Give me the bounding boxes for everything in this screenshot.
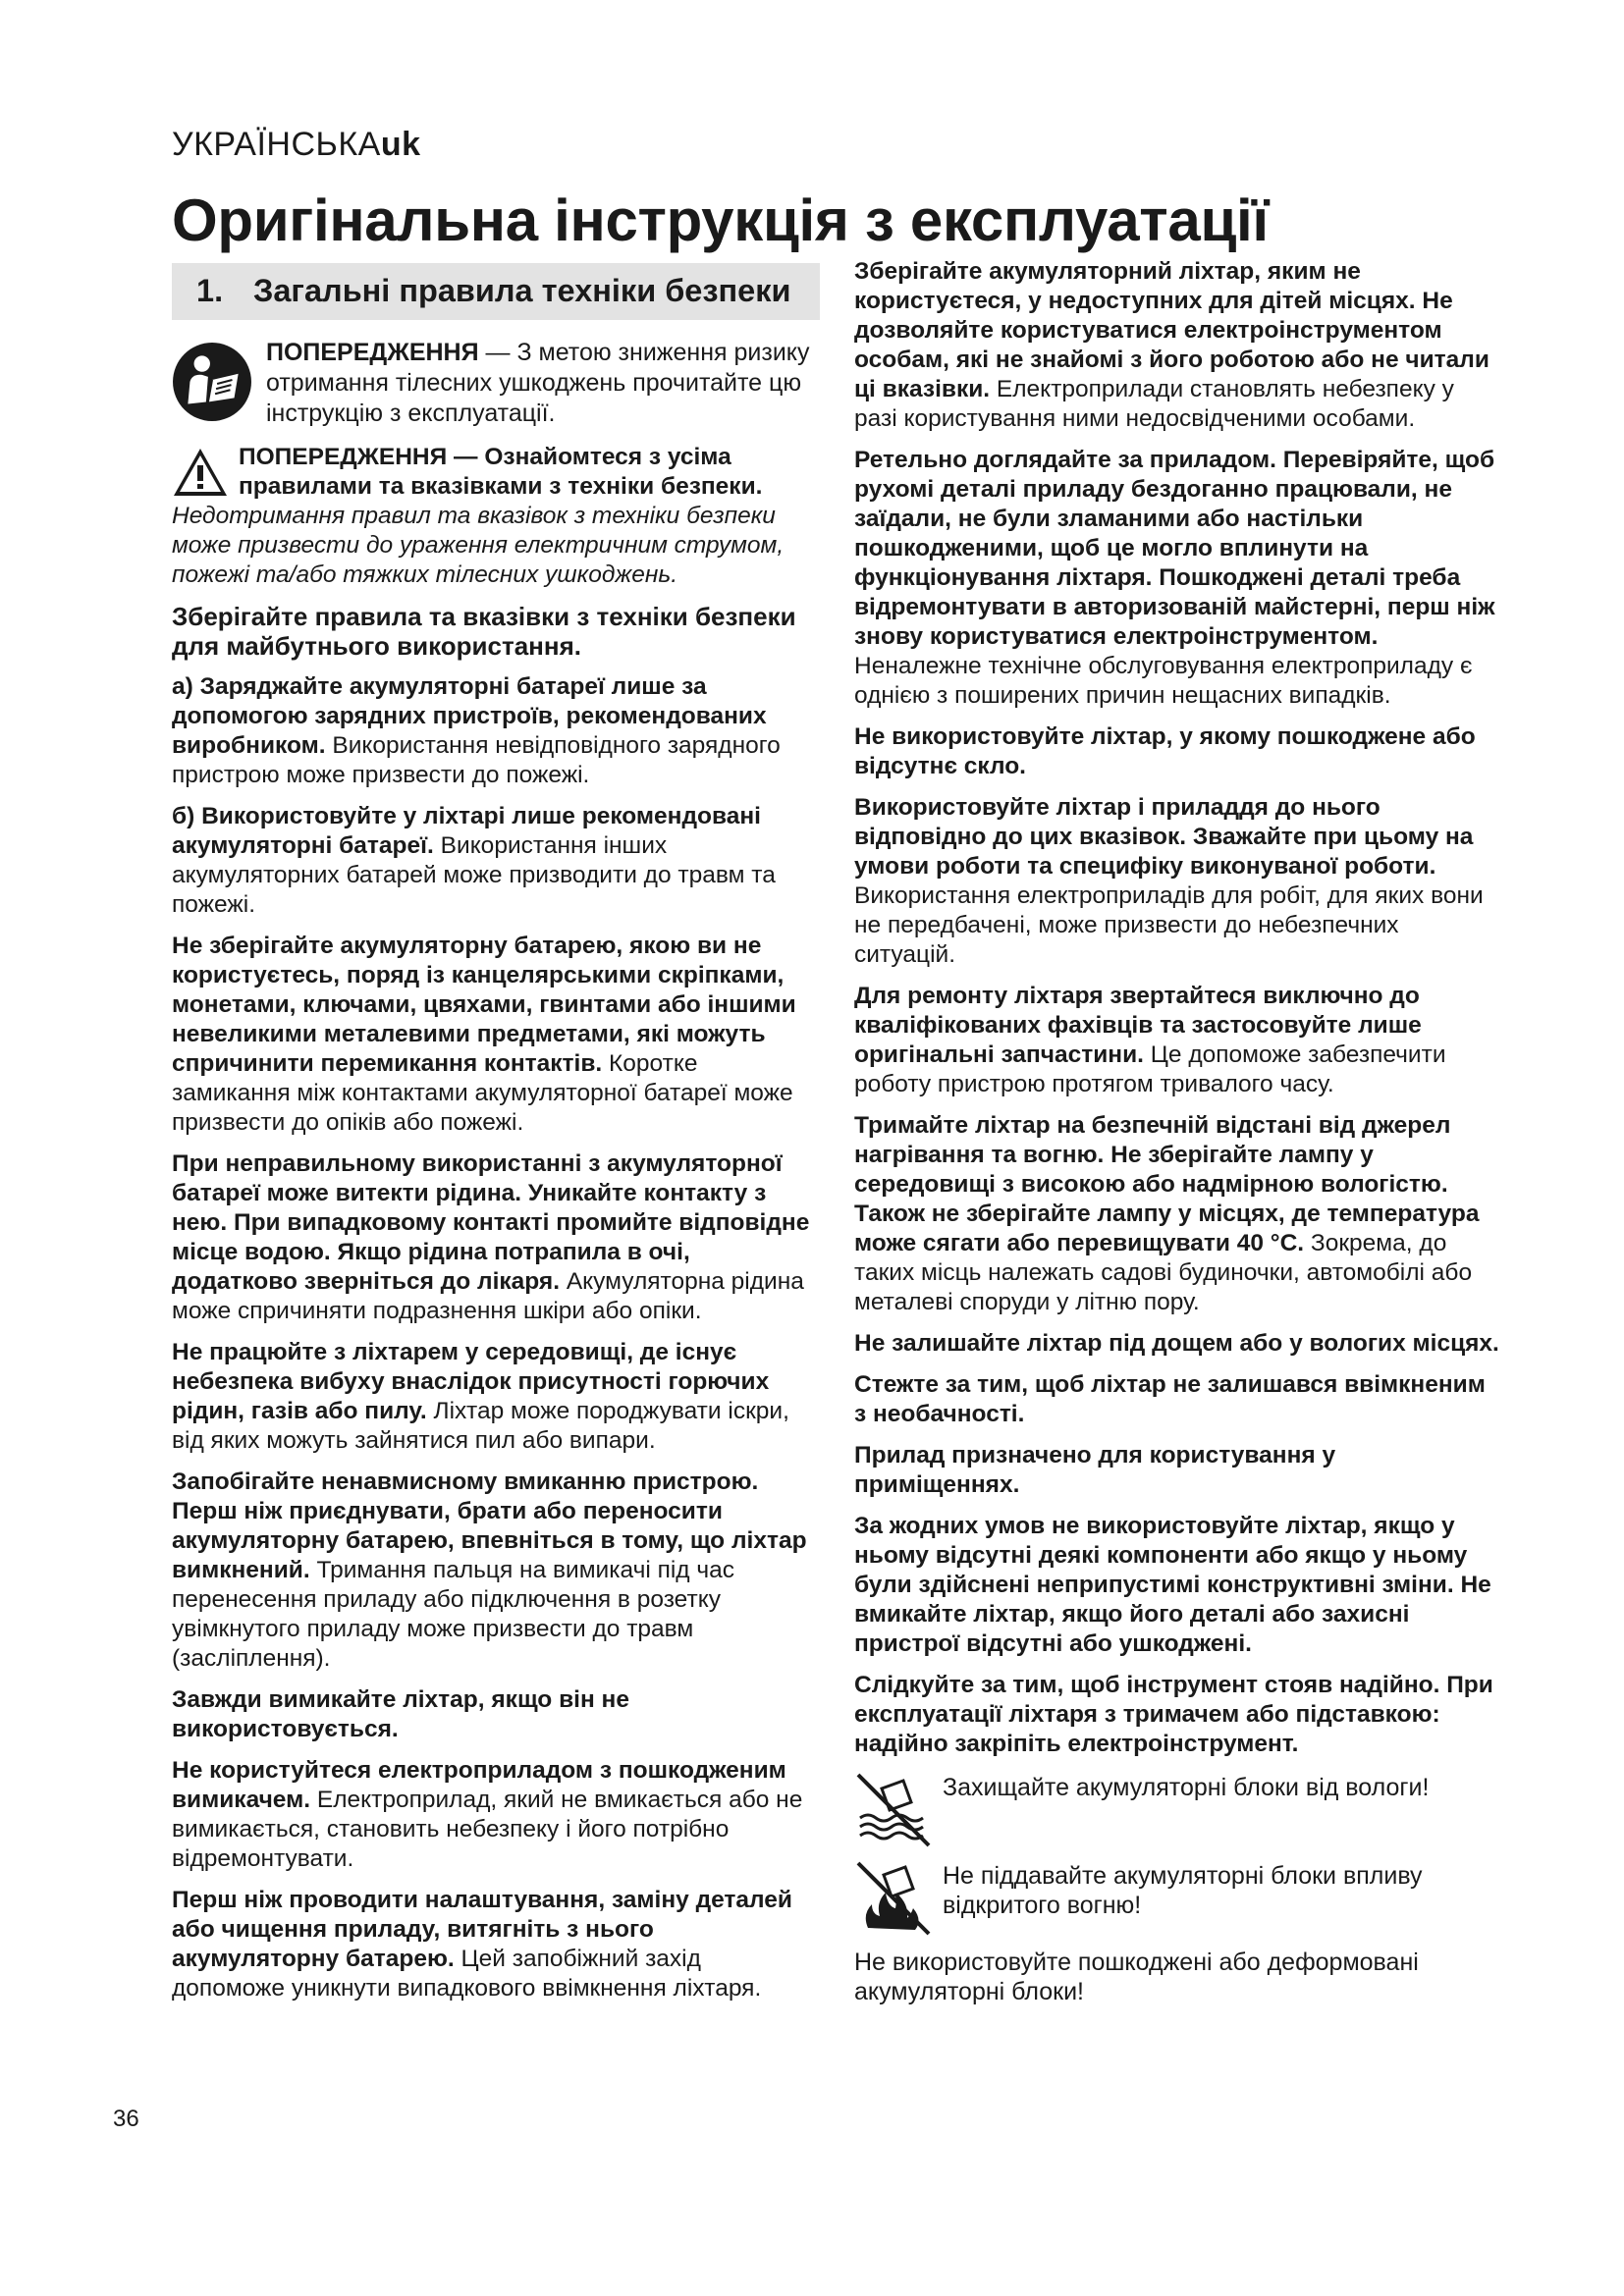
safety-text: Ліхтар може породжувати іскри, від яких можуть зайнятися пил або випари. bbox=[172, 1398, 789, 1454]
safety-text: Використання невідповідного зарядного пристрою може призвести до пожежі. bbox=[172, 732, 781, 788]
safety-text: Електроприлади становлять небезпеку у разі користування ними недосвідченими особами. bbox=[854, 376, 1454, 432]
safety-paragraph bbox=[854, 257, 1502, 434]
language-code: uk bbox=[380, 126, 421, 163]
safety-bold: При неправильному використанні з акумуляторної батареї може витекти рідина. Уникайте контакту з нею. При випадковому контакті промийте відповідне місце водою. Якщо рідина потрапила в очі, додатково зверніться до лікаря. bbox=[172, 1150, 810, 1295]
safety-bold: Завжди вимикайте ліхтар, якщо він не використовується. bbox=[172, 1686, 629, 1742]
safety-text: Коротке замикання між контактами акумуляторної батареї може призвести до опіків або пожежі. bbox=[172, 1050, 793, 1136]
safety-bold: Для ремонту ліхтаря звертайтеся виключно до кваліфікованих фахівців та застосовуйте лише оригінальні запчастини. bbox=[854, 983, 1422, 1068]
safety-text: Акумуляторна рідина може спричиняти подразнення шкіри або опіки. bbox=[172, 1268, 804, 1324]
safety-bold: а) Заряджайте акумуляторні батареї лише за допомогою зарядних пристроїв, рекомендованих виробником. bbox=[172, 673, 767, 759]
warning-read-manual-body: — З метою зниження ризику отримання тілесних ушкоджень прочитайте цю інструкцію з експлуатації. bbox=[266, 339, 810, 427]
safety-bold: Не зберігайте акумуляторну батарею, якою ви не користуєтесь, поряд із канцелярськими скріпками, монетами, ключами, цвяхами, гвинтами або іншими невеликими металевими предметами, які можуть спричинити перемикання контактів. bbox=[172, 933, 796, 1077]
safety-paragraph bbox=[854, 722, 1502, 781]
safety-text: Цей запобіжний захід допоможе уникнути випадкового ввімкнення ліхтаря. bbox=[172, 1946, 762, 2002]
safety-paragraph bbox=[854, 1370, 1502, 1429]
safety-paragraph bbox=[854, 1329, 1502, 1359]
warning-triangle-icon bbox=[172, 447, 229, 498]
safety-paragraph bbox=[172, 672, 820, 790]
final-note: Не використовуйте пошкоджені або деформовані акумуляторні блоки! bbox=[854, 1949, 1419, 2005]
safety-paragraph bbox=[172, 932, 820, 1138]
section-heading bbox=[172, 263, 820, 320]
safety-text: Зокрема, до таких місць належать садові будиночки, автомобілі або металеві споруди у літню пору. bbox=[854, 1230, 1473, 1315]
safety-bold: Не залишайте ліхтар під дощем або у вологих місцях. bbox=[854, 1330, 1499, 1357]
safety-text: Тримання пальця на вимикачі під час перенесення приладу або підключення в розетку увімкнутого приладу може призвести до травм (засліплення). bbox=[172, 1557, 735, 1672]
no-fire-icon bbox=[854, 1859, 933, 1938]
left-column bbox=[172, 263, 820, 2015]
read-manual-icon bbox=[172, 342, 252, 422]
safety-text: Використання інших акумуляторних батарей може призводити до травм та пожежі. bbox=[172, 832, 776, 918]
safety-bold: Прилад призначено для користування у приміщеннях. bbox=[854, 1442, 1336, 1498]
section-number: 1. bbox=[196, 273, 224, 308]
language-name: УКРАЇНСЬКА bbox=[172, 126, 381, 163]
language-header bbox=[172, 126, 421, 164]
keep-instructions-heading: Зберігайте правила та вказівки з техніки безпеки для майбутнього використання. bbox=[172, 602, 796, 661]
safety-paragraph bbox=[172, 1685, 820, 1744]
right-column bbox=[854, 257, 1502, 2018]
safety-bold: Не працюйте з ліхтарем у середовищі, де існує небезпека вибуху внаслідок присутності горючих рідин, газів або пилу. bbox=[172, 1339, 770, 1424]
safety-bold: Тримайте ліхтар на безпечній відстані від джерел нагрівання та вогню. Не зберігайте лампу у середовищі з високою або надмірною вологістю. Також не зберігайте лампу у місцях, де температура може сягати або перевищувати 40 °C. bbox=[854, 1112, 1480, 1256]
warning-label: ПОПЕРЕДЖЕННЯ bbox=[266, 339, 479, 366]
safety-text: Неналежне технічне обслуговування електроприладу є однією з поширених причин нещасних випадків. bbox=[854, 653, 1473, 709]
safety-paragraph bbox=[854, 1671, 1502, 1759]
safety-bold: Стежте за тим, щоб ліхтар не залишався ввімкненим з необачності. bbox=[854, 1371, 1486, 1427]
warning-safety-italic: Недотримання правил та вказівок з техніки безпеки може призвести до ураження електричним струмом, пожежі та/або тяжких тілесних ушкоджень. bbox=[172, 503, 785, 588]
symbol-no-water-text: Захищайте акумуляторні блоки від вологи! bbox=[943, 1774, 1430, 1801]
safety-bold: Не користуйтеся електроприладом з пошкодженим вимикачем. bbox=[172, 1757, 786, 1813]
warning-read-manual-text bbox=[266, 338, 820, 429]
symbol-no-water bbox=[854, 1771, 1502, 1849]
safety-paragraph bbox=[854, 793, 1502, 970]
safety-bold: Запобігайте ненавмисному вмиканню пристрою. Перш ніж приєднувати, брати або переносити акумуляторну батарею, впевніться в тому, що ліхтар вимкнений. bbox=[172, 1468, 807, 1583]
page-title: Оригінальна інструкція з експлуатації bbox=[172, 187, 1269, 253]
safety-text: Електроприлад, який не вмикається або не вимикається, становить небезпеку і його потрібно відремонтувати. bbox=[172, 1787, 803, 1872]
safety-paragraph bbox=[854, 982, 1502, 1099]
safety-bold: Перш ніж проводити налаштування, заміну деталей або чищення приладу, витягніть з нього акумуляторну батарею. bbox=[172, 1887, 792, 1972]
safety-paragraph bbox=[854, 1512, 1502, 1659]
warning-read-manual bbox=[172, 338, 820, 429]
page-number: 36 bbox=[113, 2106, 139, 2132]
safety-text: Використання електроприладів для робіт, для яких вони не передбачені, може призвести до небезпечних ситуацій. bbox=[854, 882, 1484, 968]
safety-bold: За жодних умов не використовуйте ліхтар, якщо у ньому відсутні деякі компоненти або якщо у ньому були здійснені неприпустимі конструктивні зміни. Не вмикайте ліхтар, якщо його деталі або захисні пристрої відсутні або ушкоджені. bbox=[854, 1513, 1491, 1657]
safety-bold: Слідкуйте за тим, щоб інструмент стояв надійно. При експлуатації ліхтаря з тримачем або підставкою: надійно закріпіть електроінструмент. bbox=[854, 1672, 1493, 1757]
safety-bold: Ретельно доглядайте за приладом. Перевіряйте, щоб рухомі деталі приладу бездоганно працювали, не заїдали, не були зламаними або настільки пошкодженими, щоб це могло вплинути на функціонування ліхтаря. Пошкоджені деталі треба відремонтувати в авторизованій майстерні, перш ніж знову користуватися електроінструментом. bbox=[854, 447, 1495, 650]
safety-bold: Зберігайте акумуляторний ліхтар, яким не користуєтеся, у недоступних для дітей місцях. Не дозволяйте користуватися електроінструментом особам, які не знайомі з його роботою або не читали ці вказівки. bbox=[854, 258, 1489, 402]
safety-paragraph bbox=[172, 802, 820, 920]
no-water-icon bbox=[854, 1771, 933, 1849]
safety-paragraph bbox=[172, 1338, 820, 1456]
section-title: Загальні правила техніки безпеки bbox=[253, 273, 791, 308]
safety-paragraph bbox=[854, 446, 1502, 711]
safety-bold: Використовуйте ліхтар і приладдя до нього відповідно до цих вказівок. Зважайте при цьому на умови роботи та специфіку виконуваної роботи. bbox=[854, 794, 1474, 880]
safety-paragraph bbox=[172, 1886, 820, 2003]
safety-paragraph bbox=[172, 1149, 820, 1326]
safety-text: Це допоможе забезпечити роботу пристрою протягом тривалого часу. bbox=[854, 1041, 1446, 1097]
safety-paragraph bbox=[172, 1468, 820, 1674]
symbol-no-fire-text: Не піддавайте акумуляторні блоки впливу відкритого вогню! bbox=[943, 1862, 1423, 1919]
safety-paragraph bbox=[854, 1111, 1502, 1317]
warning-safety-rules bbox=[172, 443, 820, 590]
safety-paragraph bbox=[172, 1756, 820, 1874]
safety-bold: б) Використовуйте у ліхтарі лише рекомендовані акумуляторні батареї. bbox=[172, 803, 761, 859]
warning-safety-bold: ПОПЕРЕДЖЕННЯ — Ознайомтеся з усіма правилами та вказівками з техніки безпеки. bbox=[239, 444, 763, 500]
symbol-no-fire bbox=[854, 1859, 1502, 1938]
safety-paragraph bbox=[854, 1441, 1502, 1500]
safety-bold: Не використовуйте ліхтар, у якому пошкоджене або відсутнє скло. bbox=[854, 723, 1476, 779]
